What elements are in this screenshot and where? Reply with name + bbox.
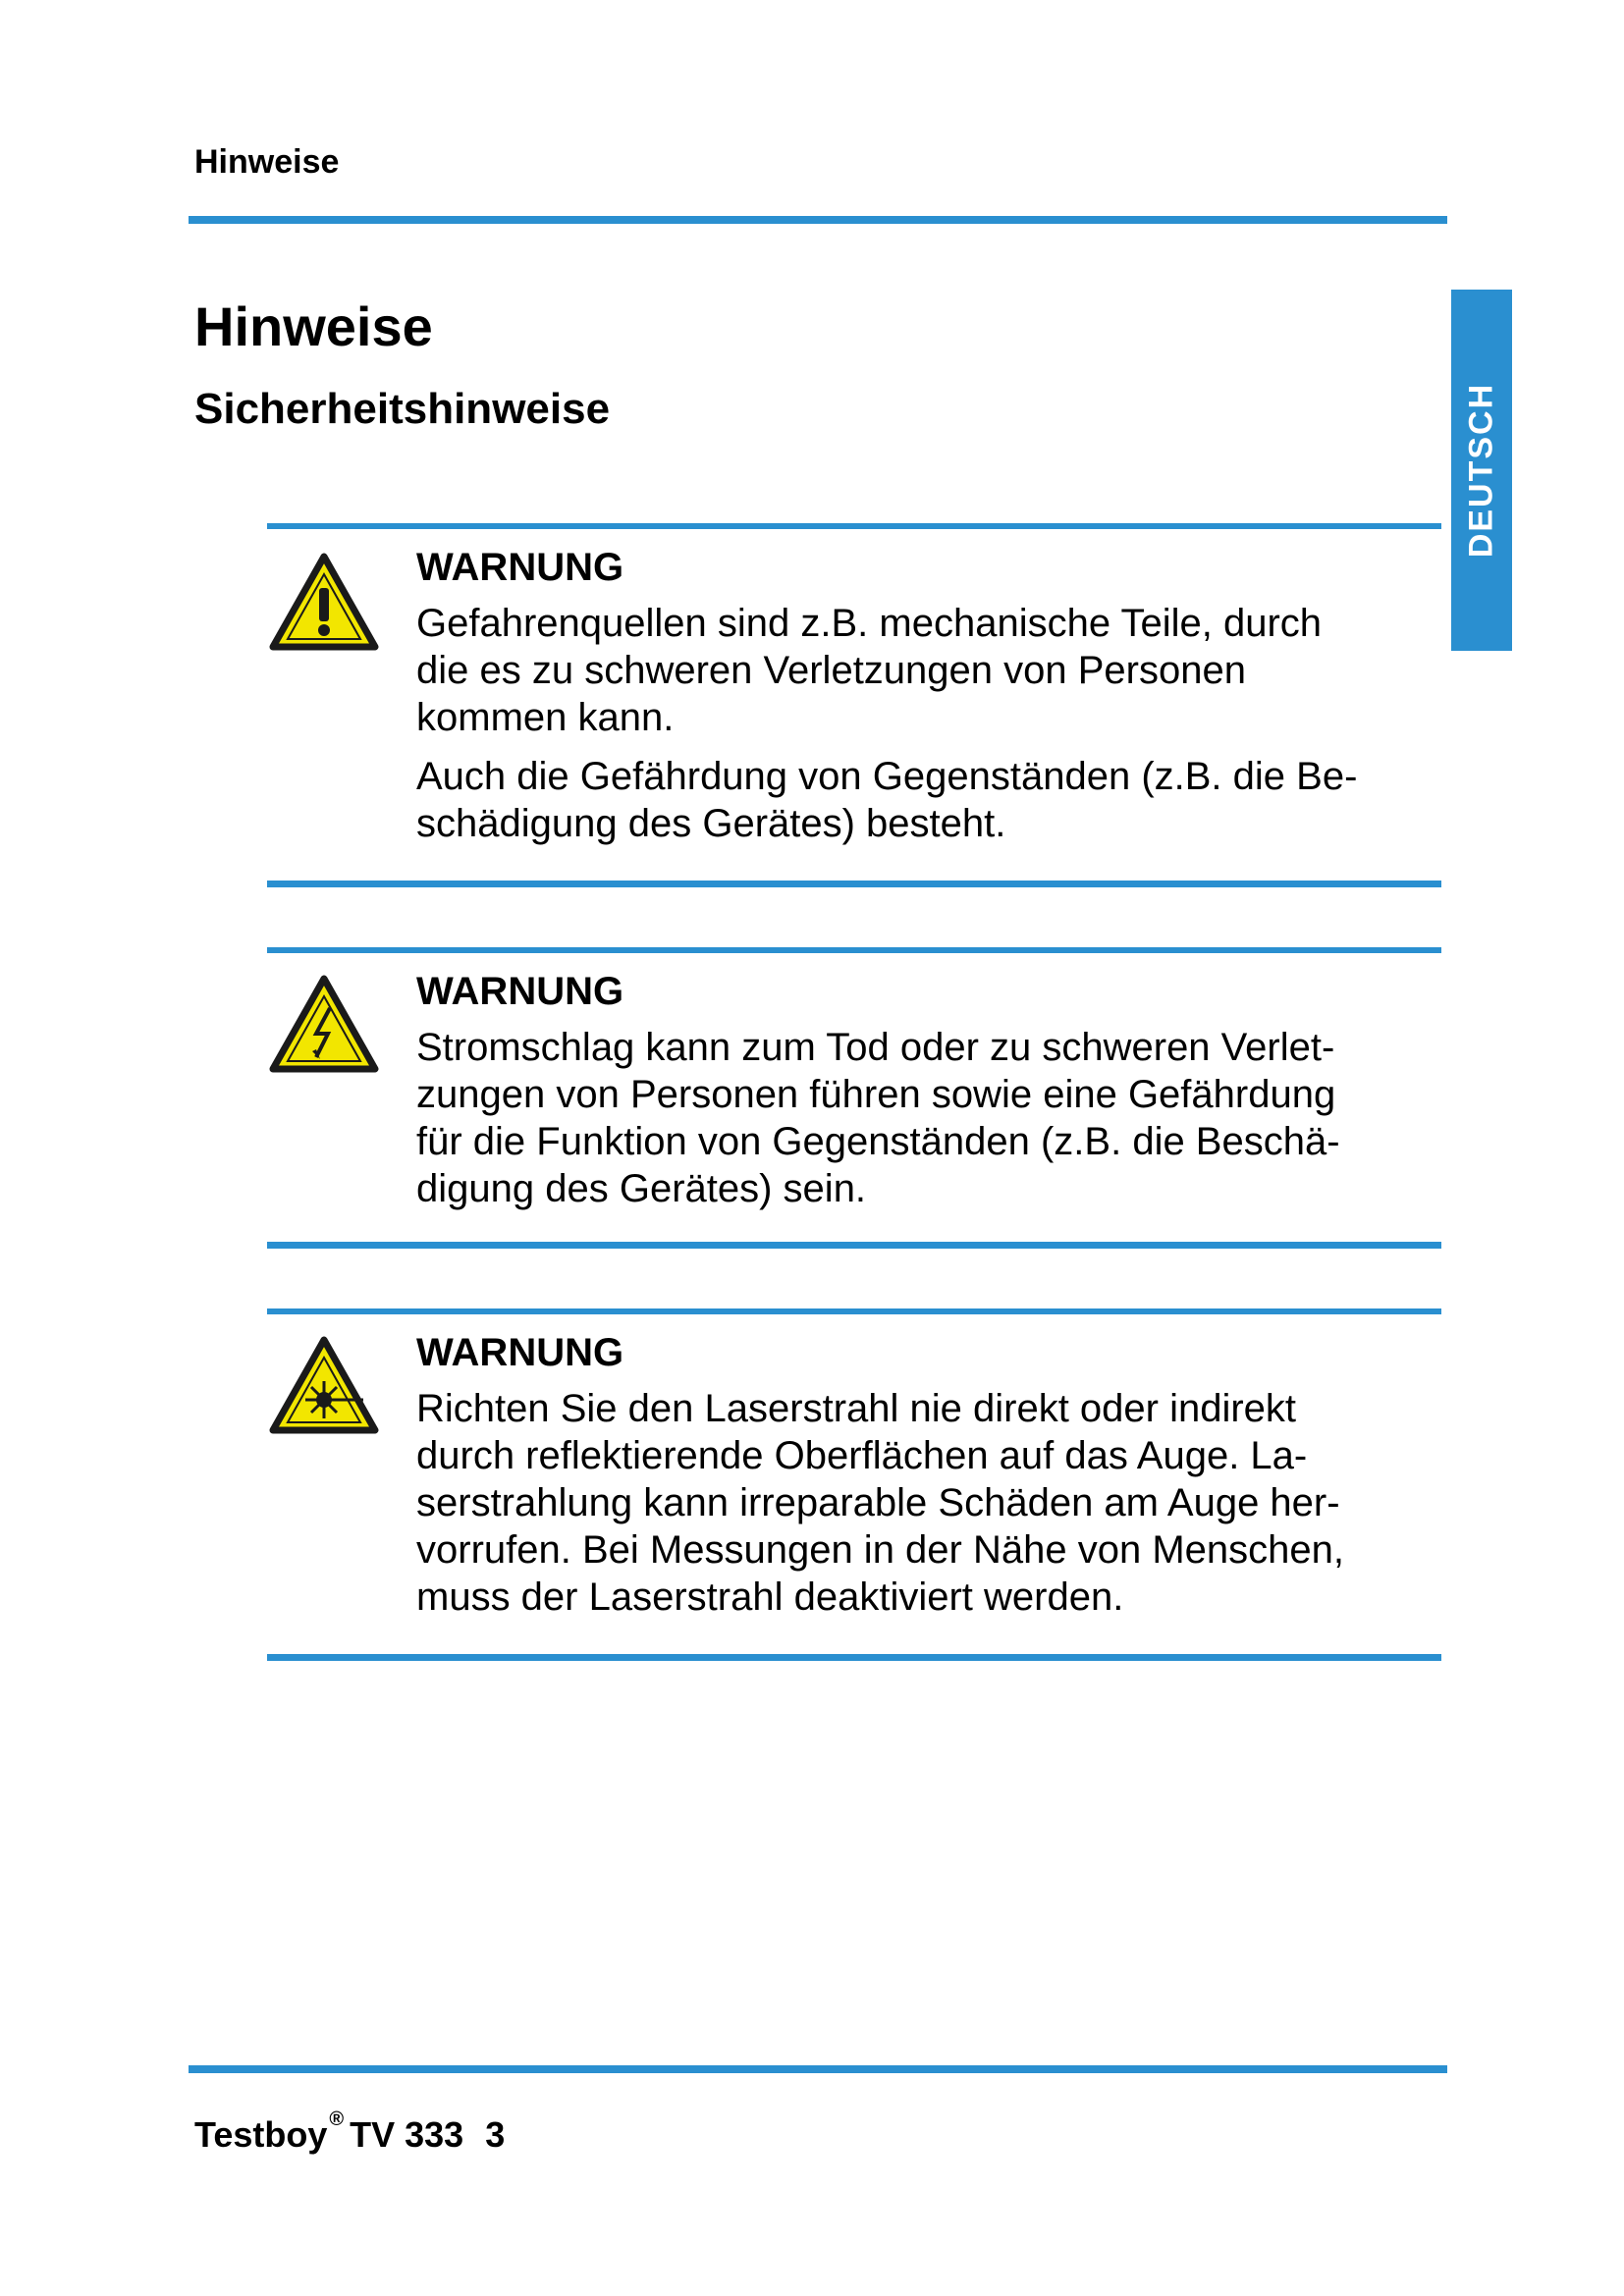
warning-title: WARNUNG [416,1331,624,1374]
warning-top-rule [267,947,1441,953]
warning-paragraph: Auch die Gefährdung von Gegenständen (z.B. die Be- schädigung des Gerätes) besteht. [416,755,1358,845]
language-tab [1451,290,1512,651]
registered-mark: ® [329,2109,345,2130]
warning-paragraph: Richten Sie den Laserstrahl nie direkt oder indirekt durch reflektierende Oberflächen auf das Auge. La- serstrahlung kann irreparable Schäden am Auge her- vorrufen. Bei Messungen in der Nähe von Menschen, muss der Laserstrahl deaktiviert werden. [416,1387,1344,1619]
header-rule [189,216,1447,224]
page-number: 3 [485,2114,506,2155]
warning-text [416,545,1428,847]
footer-rule [189,2065,1447,2073]
warning-box [267,523,1441,886]
warning-bottom-rule [267,1242,1441,1249]
warning-text [416,1330,1428,1621]
electric-shock-warning-icon [269,975,379,1073]
page-footer [194,2109,505,2156]
warning-top-rule [267,1308,1441,1314]
laser-warning-icon [269,1336,379,1434]
warning-paragraph: Stromschlag kann zum Tod oder zu schweren Verlet- zungen von Personen führen sowie eine Gefährdung für die Funktion von Gegenständen (z.B. die Beschä- digung des Gerätes) sein. [416,1026,1340,1210]
warning-box [267,947,1441,1248]
page-title: Hinweise [194,295,433,357]
warning-title: WARNUNG [416,970,624,1013]
footer-model: TV 333 [350,2114,464,2155]
warning-text [416,969,1428,1212]
page-subtitle: Sicherheitshinweise [194,385,611,433]
footer-brand: Testboy [194,2114,328,2155]
warning-bottom-rule [267,881,1441,887]
warning-title: WARNUNG [416,546,624,589]
language-tab-label: DEUTSCH [1462,382,1500,559]
general-warning-icon [269,553,379,651]
warning-bottom-rule [267,1654,1441,1661]
warning-paragraph: Gefahrenquellen sind z.B. mechanische Teile, durch die es zu schweren Verletzungen von Personen kommen kann. [416,602,1323,739]
warning-box [267,1308,1441,1660]
warning-top-rule [267,523,1441,529]
running-header: Hinweise [194,143,340,181]
